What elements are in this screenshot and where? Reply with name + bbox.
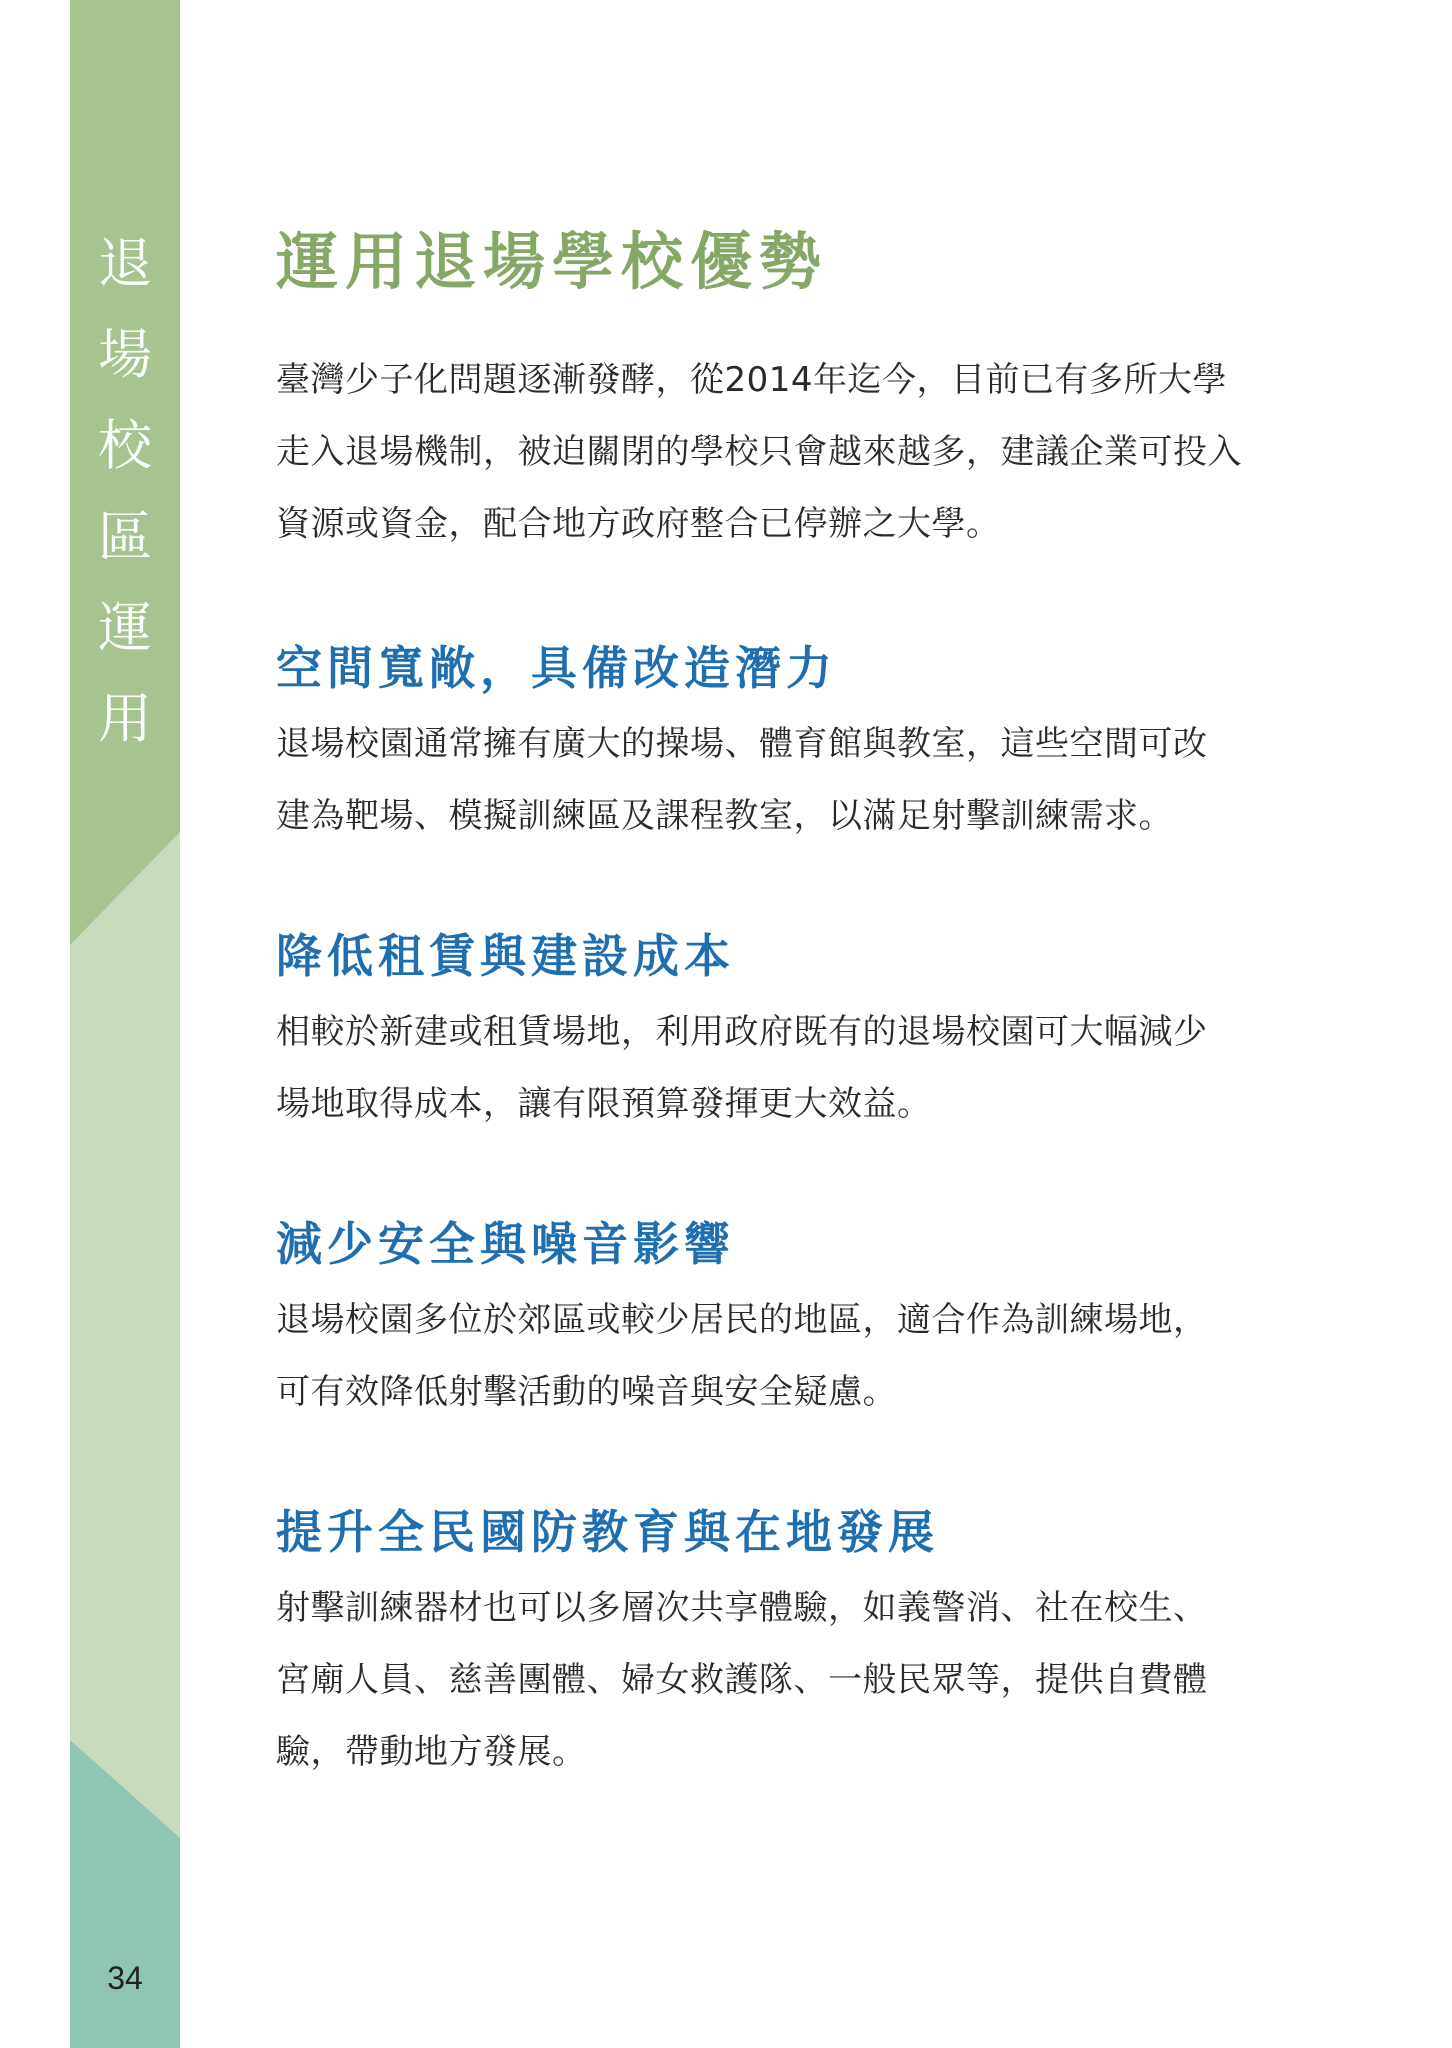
section-safety: [276, 1214, 1276, 1428]
intro-line: 臺灣少子化問題逐漸發酵，從2014年迄今，目前已有多所大學: [276, 360, 1228, 400]
section-line: 驗，帶動地方發展。: [276, 1732, 587, 1772]
section-heading: 降低租賃與建設成本: [276, 929, 735, 983]
section-line: 射擊訓練器材也可以多層次共享體驗，如義警消、社在校生、: [276, 1588, 1208, 1628]
section-heading: 空間寬敞，具備改造潛力: [276, 641, 837, 695]
section-body: [276, 996, 1276, 1140]
page-number: 34: [107, 1960, 143, 1996]
section-space: [276, 638, 1276, 852]
sidebar-band: [70, 0, 180, 2048]
page-title: 運用退場學校優勢: [276, 225, 829, 298]
sidebar-title-char: 退: [98, 232, 152, 295]
intro-line: 資源或資金，配合地方政府整合已停辦之大學。: [276, 504, 1001, 544]
section-heading: 提升全民國防教育與在地發展: [276, 1505, 939, 1559]
sidebar-title-char: 場: [98, 323, 152, 386]
section-line: 相較於新建或租賃場地，利用政府既有的退場校園可大幅減少: [276, 1012, 1208, 1052]
section-line: 宮廟人員、慈善團體、婦女救護隊、一般民眾等，提供自費體: [276, 1660, 1208, 1700]
sidebar-title-char: 用: [98, 687, 152, 750]
section-body: [276, 708, 1276, 852]
section-body: [276, 1284, 1276, 1428]
section-body: [276, 1572, 1276, 1788]
section-cost: [276, 926, 1276, 1140]
sidebar-title-char: 校: [98, 414, 152, 477]
intro-paragraph: [276, 344, 1276, 560]
section-line: 退場校園通常擁有廣大的操場、體育館與教室，這些空間可改: [276, 724, 1208, 764]
section-line: 建為靶場、模擬訓練區及課程教室，以滿足射擊訓練需求。: [276, 796, 1173, 836]
section-line: 退場校園多位於郊區或較少居民的地區，適合作為訓練場地，: [276, 1300, 1208, 1340]
main-content: [276, 222, 1276, 1788]
section-line: 場地取得成本，讓有限預算發揮更大效益。: [276, 1084, 932, 1124]
sidebar-title-char: 運: [98, 596, 152, 659]
sidebar-title-char: 區: [98, 505, 152, 568]
section-education: [276, 1502, 1276, 1788]
intro-line: 走入退場機制，被迫關閉的學校只會越來越多，建議企業可投入: [276, 432, 1242, 472]
section-line: 可有效降低射擊活動的噪音與安全疑慮。: [276, 1372, 897, 1412]
section-heading: 減少安全與噪音影響: [276, 1217, 735, 1271]
sidebar-vertical-title: [70, 218, 180, 764]
